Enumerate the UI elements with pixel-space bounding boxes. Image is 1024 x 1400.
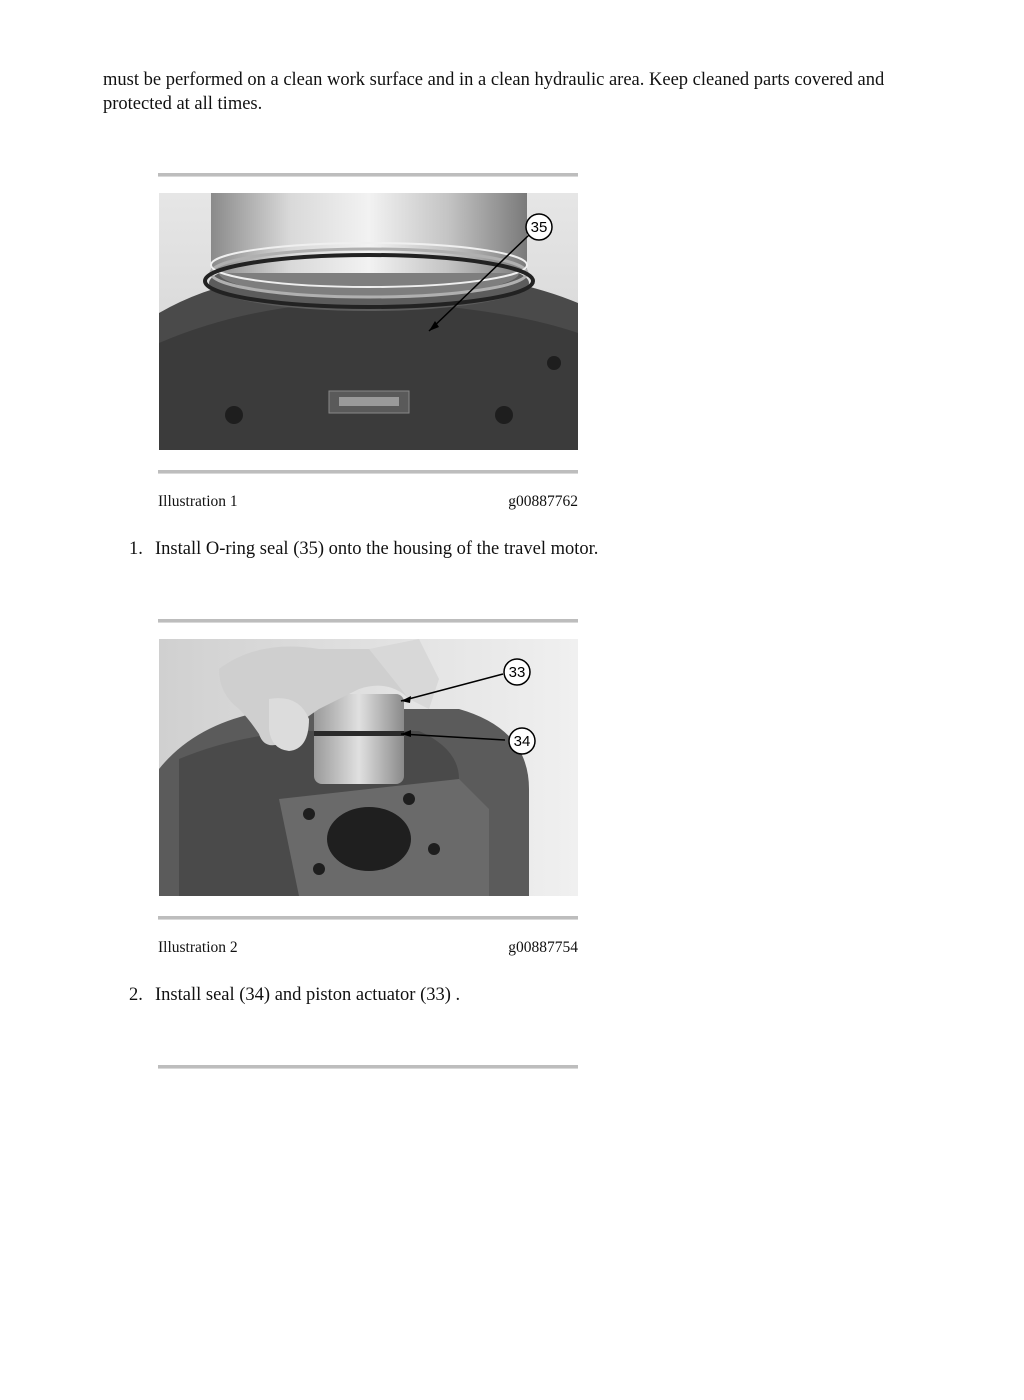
step-2-number: 2. (129, 985, 143, 1005)
figure-2-bottom-rule (158, 916, 578, 920)
callout-34: 34 (513, 733, 531, 750)
step-1-text: Install O-ring seal (35) onto the housing of the travel motor. (155, 539, 599, 559)
step-1 (129, 537, 598, 561)
step-1-number: 1. (129, 539, 143, 559)
figure-1-bottom-rule (158, 470, 578, 474)
figure-2-top-rule (158, 619, 578, 623)
figure-3-top-rule (158, 1065, 578, 1069)
figure-2-photo (159, 639, 578, 896)
step-2-text: Install seal (34) and piston actuator (33) . (155, 985, 461, 1005)
figure-1-photo (159, 193, 578, 450)
figure-1-code: g00887762 (508, 493, 578, 510)
callout-35: 35 (530, 219, 548, 236)
figure-2-caption (158, 939, 578, 957)
figure-1-label: Illustration 1 (158, 493, 238, 510)
callout-33: 33 (508, 664, 526, 681)
figure-2-label: Illustration 2 (158, 939, 238, 956)
figure-2-code: g00887754 (508, 939, 578, 956)
intro-paragraph: must be performed on a clean work surface and in a clean hydraulic area. Keep cleaned parts covered and protected at all times. (103, 70, 885, 114)
figure-1-top-rule (158, 173, 578, 177)
step-2 (129, 983, 460, 1007)
figure-1-caption (158, 493, 578, 511)
